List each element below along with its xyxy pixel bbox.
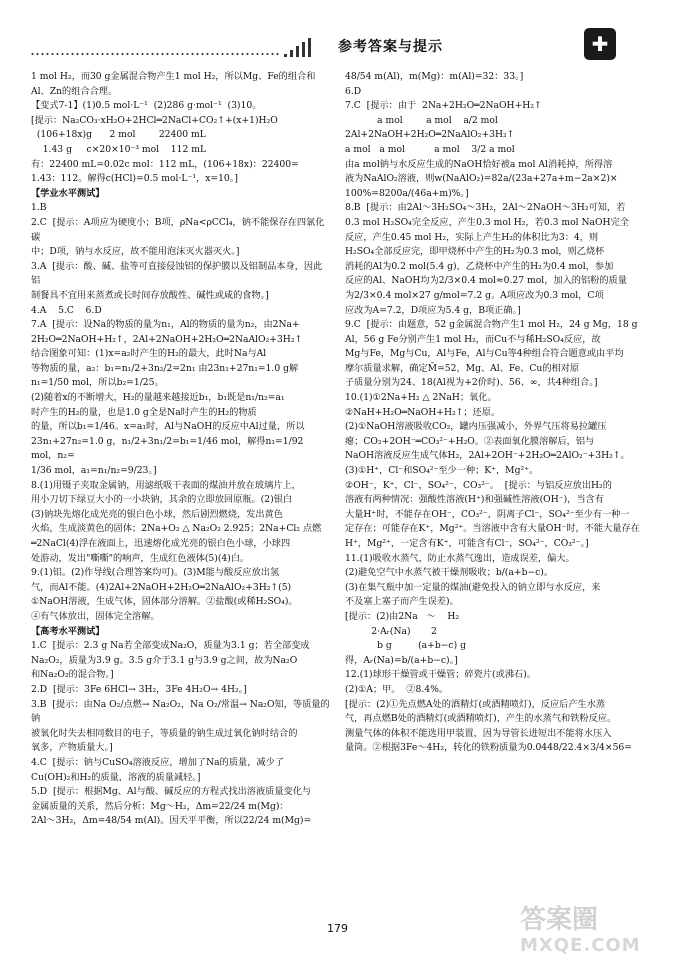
- answer-line: Al，56 g Fe分别产生1 mol H₂，而Cu不与稀H₂SO₄反应，故: [345, 333, 601, 345]
- answer-line: 48/54 m(Al)，m(Mg)：m(Al)=32：33。]: [345, 71, 524, 82]
- answer-line: 火焰，生成淡黄色的固体；2Na+O₂ △ Na₂O₂ 2.925；2Na+Cl₂ 点燃: [31, 523, 322, 535]
- answer-line: 氧多，产物质量大。]: [31, 742, 113, 754]
- answer-line: 1/36 mol，a₁=n₁/n₂=9/23。]: [31, 465, 157, 477]
- answer-line: 12.(1)球形干燥管或干燥管；碎瓷片(或沸石)。: [345, 669, 536, 681]
- section-heading: 【学业水平测试】: [31, 187, 105, 199]
- answer-line: 2H₂O═2NaOH+H₂↑，2Al+2NaOH+2H₂O═2NaAlO₂+3H₂↑: [31, 333, 303, 345]
- answer-line: (3)在集气瓶中加一定量的煤油(避免投入的钠立即与水反应，来: [345, 581, 601, 593]
- answer-line: (3)①H⁺，Cl⁻和SO₄²⁻至少一种；K⁺，Mg²⁺。: [345, 465, 539, 477]
- answer-line: H⁺，Mg²⁺，一定含有K⁺，可能含有Cl⁻，SO₄²⁻，CO₃²⁻。]: [345, 538, 589, 549]
- answer-line: 2Al～3H₂，Δm=48/54 m(Al)。因天平平衡，所以22/24 m(Mg)=: [31, 815, 312, 827]
- answer-line: 子质量分别为24、18(Al视为+2价时)、56、∞，共4种组合。]: [345, 377, 598, 389]
- answer-line: 1.B: [31, 202, 47, 214]
- answer-line: (2)随着x的不断增大，H₂的量越来越接近b₁，b₁既是n₁/n₂=a₁: [31, 392, 285, 404]
- answer-line: n₁=1/50 mol，所以b₂=1/25。: [31, 377, 164, 389]
- answer-line: 3.B [提示：由Na O₂/点燃→ Na₂O₂，Na O₂/常温→ Na₂O知，等质量的钠: [31, 698, 330, 725]
- answer-line: 4.C [提示：钠与CuSO₄溶液反应，增加了Na的质量，减少了: [31, 756, 284, 768]
- answer-line: 制餐具不宜用来蒸煮或长时间存放酸性、碱性或咸的食物。]: [31, 289, 269, 301]
- answer-line: 11.(1)吸收水蒸气，防止水蒸气逸出，造成误差，偏大。: [345, 552, 575, 564]
- answer-line: 的量，所以b₁=1/46。x=a₁时，Al与NaOH的反应中Al过量，所以: [31, 421, 305, 433]
- answer-line: [提示：(2)①先点燃A处的酒精灯(或酒精喷灯)，反应后产生水蒸: [345, 698, 606, 710]
- answer-line: 2.D [提示：3Fe 6HCl→ 3H₂，3Fe 4H₂O→ 4H₂。]: [31, 683, 247, 695]
- answer-line: ②NaH+H₂O═NaOH+H₂↑；还原。: [345, 406, 501, 418]
- answer-line: ①NaOH溶液，生成气体，固体部分溶解。②盐酸(或稀H₂SO₄)。: [31, 596, 298, 608]
- answer-line: 9.(1)铝。(2)作导线(合理答案均可)。(3)M能与酸反应放出氢: [31, 567, 280, 579]
- answer-line: (2)避免空气中水蒸气被干燥剂吸收；b/(a+b−c)。: [345, 567, 554, 579]
- answer-line: 2·Aᵣ(Na) 2: [345, 625, 437, 637]
- answer-line: (106+18x)g 2 mol 22400 mL: [31, 129, 206, 141]
- answer-line: 中；D项，钠与水反应，故不能用泡沫灭火器灭火。]: [31, 246, 240, 258]
- answer-line: a mol a mol a mol 3/2 a mol: [345, 143, 515, 155]
- answer-line: ②OH⁻，K⁺，Cl⁻，SO₄²⁻，CO₃²⁻。 [提示：与铝反应放出H₂的: [345, 479, 612, 491]
- answer-line: 2Al+2NaOH+2H₂O═2NaAlO₂+3H₂↑: [345, 129, 515, 141]
- answer-line: 应改为A=7.2，D项应为5.4 g，B项正确。]: [345, 304, 521, 316]
- answer-line: Mg与Fe，Mg与Cu，Al与Fe，Al与Cu等4种组合符合题意或由平均: [345, 348, 624, 360]
- header-dotted-rule: [30, 52, 280, 56]
- answer-line: 液为NaAlO₂溶液，则w(NaAlO₂)=82a/(23a+27a+m−2a×2)×: [345, 173, 618, 185]
- answer-line: 被氧化时失去相同数目的电子，等质量的钠生成过氧化钠时结合的: [31, 727, 298, 739]
- answer-line: 摩尔质量求解，确定M̄=52，Mg、Al、Fe、Cu的相对原: [345, 362, 580, 374]
- answer-line: Na₂O₂，质量为3.9 g。3.5 g介于3.1 g与3.9 g之间，故为Na₂O: [31, 654, 298, 666]
- left-column: [31, 70, 331, 829]
- answer-line: 金属质量的关系，然后分析：Mg～H₂，Δm=22/24 m(Mg)：: [31, 800, 289, 812]
- answer-line: 由a mol钠与水反应生成的NaOH恰好被a mol Al消耗掉，所得溶: [345, 158, 613, 170]
- answer-line: 0.3 mol H₂SO₄完全反应，产生0.3 mol H₂，若0.3 mol NaOH完全: [345, 216, 629, 228]
- answer-line: 有：22400 mL=0.02c mol：112 mL，(106+18x)：22400=: [31, 158, 299, 170]
- right-column: [345, 70, 652, 756]
- answer-line: 9.C [提示：由题意，52 g金属混合物产生1 mol H₂，24 g Mg，18 g: [345, 319, 638, 331]
- answer-line: 23n₁+27n₂=1.0 g，n₁/2+3n₁/2=b₁=1/46 mol，解得n₁=1/92 mol，n₂=: [31, 435, 307, 462]
- answer-line: 时产生的H₂的量，也是1.0 g全是Na时产生的H₂的物质: [31, 406, 257, 418]
- answer-line: 8.(1)用镊子夹取金属钠，用滤纸吸干表面的煤油并放在玻璃片上，: [31, 479, 301, 491]
- publisher-logo-icon: ✚: [584, 28, 616, 60]
- answer-line: 和Na₂O₂的混合物。]: [31, 669, 114, 681]
- answer-line: Cu(OH)₂和H₂的质量，溶液的质量减轻。]: [31, 771, 201, 783]
- answer-line: 测量气体的体积不能选用甲装置，因为导管长进短出不能将水压入: [345, 727, 612, 739]
- answer-line: 消耗的Al为0.2 mol(5.4 g)，乙烧杯中产生的H₂为0.4 mol，参加: [345, 260, 614, 272]
- header-stairs-decoration: [282, 38, 312, 58]
- answer-line: 处游动，发出"嘶嘶"的响声，生成红色液体(5)(4)白。: [31, 552, 250, 564]
- answer-line: [提示：(2)由2Na ～ H₂: [345, 610, 460, 622]
- page-number: 179: [327, 922, 348, 935]
- answer-line: 反应的Al、NaOH均为2/3×0.4 mol≈0.27 mol，加入的铝粉的质量: [345, 275, 627, 287]
- answer-line: 气，再点燃B处的酒精灯(或酒精喷灯)，产生的水蒸气和铁粉反应。: [345, 713, 617, 725]
- section-heading: 【高考水平测试】: [31, 625, 105, 637]
- answer-line: 得，Aᵣ(Na)=b/(a+b−c)。]: [345, 654, 458, 666]
- watermark-logo: [520, 905, 670, 960]
- answer-line: (3)钠块先熔化成光亮的银白色小球，然后剧烈燃烧，发出黄色: [31, 508, 283, 520]
- answer-line: 用小刀切下绿豆大小的一小块钠，其余的立即放回原瓶。(2)银白: [31, 494, 293, 506]
- page-header-title: 参考答案与提示: [338, 39, 443, 55]
- answer-line: 4.A 5.C 6.D: [31, 304, 102, 316]
- answer-line: 等物质的量，a₂：b₁=n₁/2+3n₂/2=2n₁ 由23n₁+27n₁=1.0 g解: [31, 362, 299, 374]
- answer-line: (2)①A；甲。 ②8.4%。: [345, 683, 449, 695]
- watermark-cn: 答案圈: [520, 905, 599, 935]
- answer-line: 【变式7-1】(1)0.5 mol·L⁻¹ (2)286 g·mol⁻¹ (3)10。: [31, 100, 262, 112]
- answer-line: 气，而Al不能。(4)2Al+2NaOH+2H₂O═2NaAlO₂+3H₂↑(5): [31, 581, 292, 593]
- answer-line: 1.43 g c×20×10⁻³ mol 112 mL: [31, 143, 207, 155]
- answer-line: 7.C [提示：由于 2Na+2H₂O═2NaOH+H₂↑: [345, 100, 542, 112]
- answer-line: 1.43：112。解得c(HCl)=0.5 mol·L⁻¹，x=10。]: [31, 173, 238, 185]
- answer-line: 2.C [提示：A项应为硬度小；B项，ρNa<ρCCl₄，钠不能保存在四氯化碳: [31, 216, 325, 243]
- answer-line: ═2NaCl(4)浮在液面上，迅速熔化成光亮的银白色小球，小球四: [31, 538, 291, 549]
- answer-line: b g (a+b−c) g: [345, 640, 466, 652]
- answer-line: 3.A [提示：酸、碱、盐等可直接侵蚀铝的保护膜以及铝制品本身，因此铝: [31, 260, 323, 287]
- answer-line: 量筒。②根据3Fe～4H₂，转化的铁粉质量为0.0448/22.4×3/4×56=: [345, 742, 632, 754]
- answer-line: 为2/3×0.4 mol×27 g/mol=7.2 g。A项应改为0.3 mol，C项: [345, 289, 604, 301]
- answer-line: 5.D [提示：根据Mg、Al与酸、碱反应的方程式找出溶液质量变化与: [31, 786, 312, 798]
- answer-line: 定存在；可能存在K⁺，Mg²⁺。当溶液中含有大量OH⁻时，不能大量存在: [345, 523, 640, 535]
- answer-line: 6.D: [345, 85, 362, 97]
- answer-line: 大量H⁺时，不能存在OH⁻，CO₃²⁻，阴离子Cl⁻，SO₄²⁻至少有一种一: [345, 508, 630, 520]
- answer-line: H₂SO₄全部反应完，即甲烧杯中产生的H₂为0.3 mol，则乙烧杯: [345, 246, 605, 258]
- answer-line: Al、Zn的组合合理。: [31, 85, 118, 97]
- answer-line: 瘪；CO₂+2OH⁻═CO₃²⁻+H₂O。②表面氧化膜溶解后，铝与: [345, 435, 595, 447]
- answer-line: 结合图象可知：(1)x=a₂时产生的H₂的最大，此时Na与Al: [31, 348, 267, 360]
- answer-line: 1.C [提示：2.3 g Na若全部变成Na₂O，质量为3.1 g；若全部变成: [31, 640, 310, 652]
- watermark-en: MXQE.COM: [520, 935, 641, 956]
- answer-line: (2)①NaOH溶液吸收CO₂，罐内压强减小，外界气压将易拉罐压: [345, 421, 607, 433]
- answer-line: 100%=8200a/(46a+m)%。]: [345, 187, 469, 199]
- answer-line: 7.A [提示：设Na的物质的量为n₁，Al的物质的量为n₂，由2Na+: [31, 319, 300, 331]
- answer-line: ④有气体放出，固体完全溶解。: [31, 610, 160, 622]
- answer-line: 不及塞上塞子而产生误差)。: [345, 596, 459, 608]
- answer-line: 溶液有两种情况：强酸性溶液(H⁺)和强碱性溶液(OH⁻)，当含有: [345, 494, 604, 506]
- answer-line: NaOH溶液反应生成气体H₂，2Al+2OH⁻+2H₂O═2AlO₂⁻+3H₂↑。: [345, 450, 630, 462]
- answer-line: 8.B [提示：由2Al～3H₂SO₄～3H₂，2Al～2NaOH～3H₂可知，若: [345, 202, 626, 214]
- answer-line: a mol a mol a/2 mol: [345, 114, 498, 126]
- answer-line: 1 mol H₂，而30 g金属混合物产生1 mol H₂，所以Mg、Fe的组合和: [31, 71, 316, 82]
- answer-line: 10.(1)①2Na+H₂ △ 2NaH；氧化。: [345, 392, 497, 404]
- answer-line: 反应，产生0.45 mol H₂，实际上产生H₂的体积比为3：4，则: [345, 231, 599, 243]
- answer-line: [提示：Na₂CO₃·xH₂O+2HCl═2NaCl+CO₂↑+(x+1)H₂O: [31, 114, 278, 126]
